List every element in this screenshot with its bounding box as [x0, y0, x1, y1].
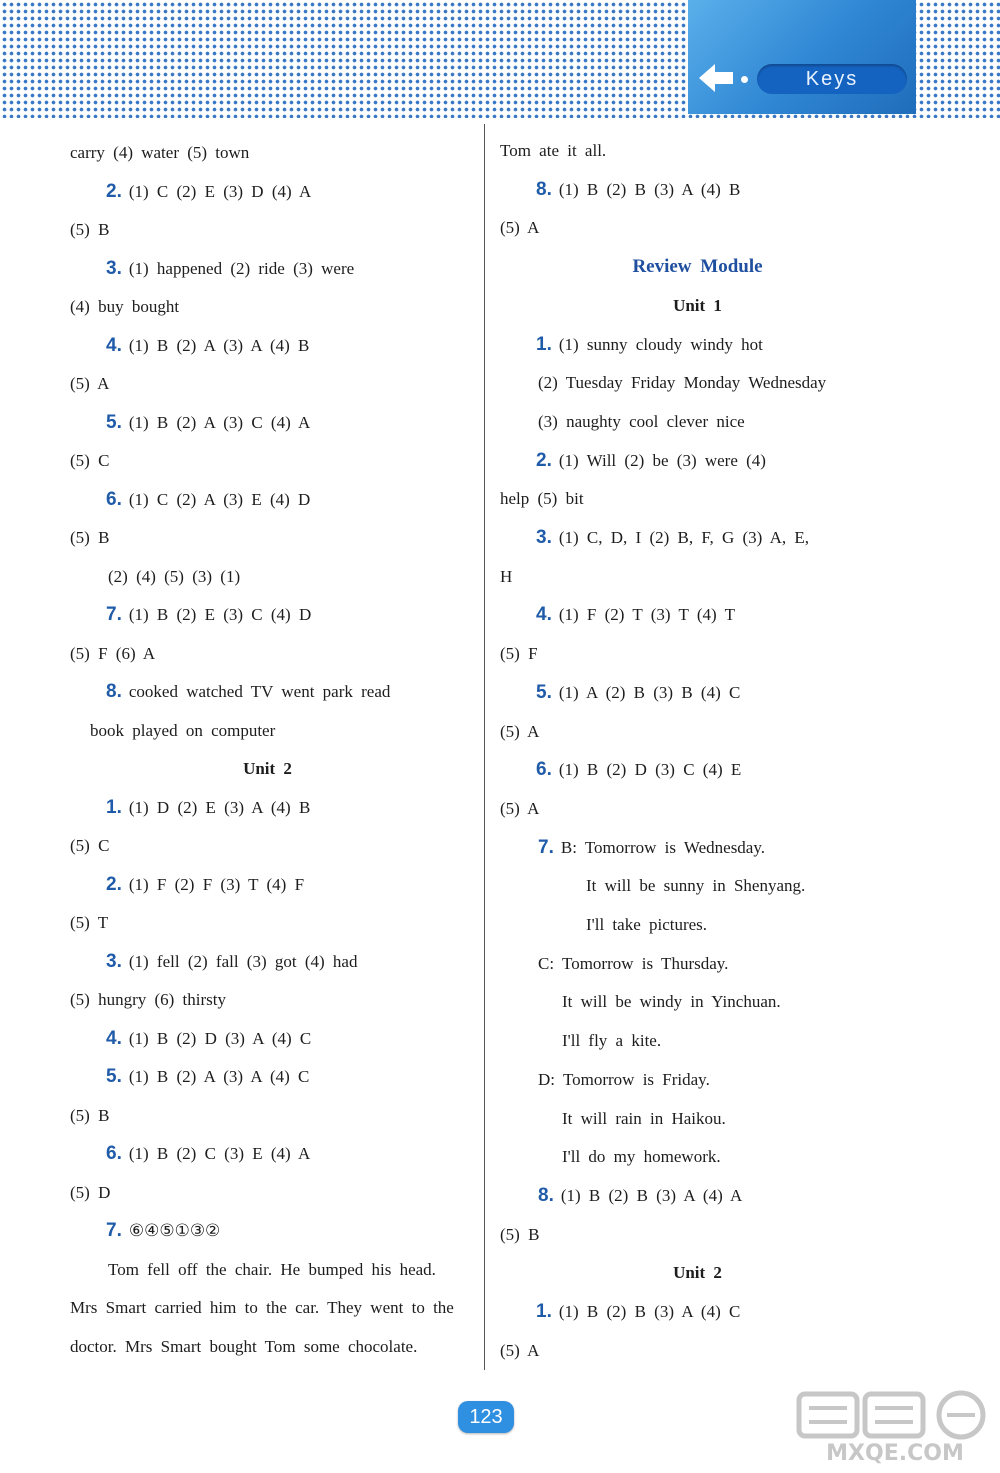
- answer-line: [538, 835, 765, 861]
- answer-text: (1) happened (2) ride (3) were: [128, 259, 355, 278]
- answer-line: [106, 1218, 220, 1244]
- answer-text: doctor. Mrs Smart bought Tom some chocolate.: [70, 1337, 418, 1356]
- answer-line: [500, 564, 512, 590]
- question-number: 2.: [106, 874, 122, 895]
- answer-line: [106, 679, 390, 705]
- answer-text: Tom ate it all.: [500, 141, 607, 160]
- question-number: 8.: [538, 1185, 554, 1206]
- question-number: 6.: [106, 489, 122, 510]
- answer-line: [70, 987, 226, 1013]
- answer-line: [536, 332, 763, 358]
- answer-line: [90, 718, 275, 744]
- page-number: 123: [469, 1406, 503, 1428]
- unit-heading: [70, 756, 465, 782]
- answer-line: [536, 757, 741, 783]
- question-number: 7.: [106, 1220, 122, 1241]
- answer-text: (1) B (2) B (3) A (4) B: [558, 180, 741, 199]
- answer-line: [106, 1026, 311, 1052]
- arrow-left-icon: [697, 60, 737, 96]
- answer-line: [70, 217, 109, 243]
- watermark-site: MXQE.COM: [826, 1441, 964, 1466]
- answer-text: It will rain in Haikou.: [562, 1109, 726, 1128]
- answer-text: book played on computer: [90, 721, 276, 740]
- answer-line: [500, 641, 538, 667]
- question-number: 1.: [536, 1301, 552, 1322]
- answer-text: (5) C: [70, 836, 110, 855]
- answer-text: Unit 2: [243, 759, 292, 778]
- answer-line: [586, 912, 707, 938]
- answer-text: (5) A: [500, 1341, 540, 1360]
- answer-text: (5) D: [70, 1183, 111, 1202]
- answer-line: [70, 448, 109, 474]
- answer-text: (1) B (2) B (3) A (4) A: [560, 1186, 743, 1205]
- answer-line: [70, 1103, 109, 1129]
- question-number: 1.: [106, 797, 122, 818]
- answer-line: [106, 1141, 310, 1167]
- answer-text: B: Tomorrow is Wednesday.: [560, 838, 765, 857]
- column-divider: [484, 124, 485, 1370]
- answer-text: D: Tomorrow is Friday.: [538, 1070, 710, 1089]
- question-number: 3.: [536, 527, 552, 548]
- unit-heading: [500, 293, 895, 319]
- answer-text: (1) B (2) E (3) C (4) D: [128, 605, 312, 624]
- answer-text: (1) A (2) B (3) B (4) C: [558, 683, 741, 702]
- question-number: 5.: [106, 412, 122, 433]
- answer-text: (3) naughty cool clever nice: [538, 412, 745, 431]
- question-number: 6.: [536, 759, 552, 780]
- section-title: [500, 254, 895, 280]
- answer-text: (1) B (2) A (3) A (4) B: [128, 336, 310, 355]
- answer-text: H: [500, 567, 513, 586]
- answer-text: Mrs Smart carried him to the car. They went to the: [70, 1298, 454, 1317]
- answer-line: [586, 873, 805, 899]
- answer-line: [562, 989, 781, 1015]
- answer-line: [70, 910, 108, 936]
- answer-text: (5) C: [70, 451, 110, 470]
- answer-text: (2) Tuesday Friday Monday Wednesday: [538, 373, 827, 392]
- answer-text: I'll do my homework.: [562, 1147, 721, 1166]
- answer-line: [538, 951, 728, 977]
- question-number: 5.: [106, 1066, 122, 1087]
- answer-text: Unit 2: [673, 1263, 722, 1282]
- answer-line: [536, 1299, 740, 1325]
- answer-line: [536, 680, 740, 706]
- question-number: 7.: [106, 604, 122, 625]
- answer-text: (5) B: [70, 220, 110, 239]
- answer-line: [500, 138, 606, 164]
- answer-line: [500, 486, 584, 512]
- answer-text: (1) B (2) C (3) E (4) A: [128, 1144, 311, 1163]
- answer-line: [106, 1064, 309, 1090]
- answer-line: [70, 833, 109, 859]
- question-number: 3.: [106, 258, 122, 279]
- question-number: 1.: [536, 334, 552, 355]
- question-number: 4.: [536, 604, 552, 625]
- keys-header-panel: [688, 0, 916, 114]
- answer-text: (1) Will (2) be (3) were (4): [558, 451, 766, 470]
- answer-text: (1) B (2) A (3) A (4) C: [128, 1067, 310, 1086]
- answer-text: (5) A: [70, 374, 110, 393]
- answer-line: [70, 641, 155, 667]
- watermark-logo-icon: [795, 1388, 995, 1440]
- answer-text: Tom fell off the chair. He bumped his head.: [108, 1260, 436, 1279]
- answer-text: It will be windy in Yinchuan.: [562, 992, 781, 1011]
- answer-text: (1) C (2) E (3) D (4) A: [128, 182, 312, 201]
- answer-line: [70, 525, 109, 551]
- answer-line: [70, 1180, 110, 1206]
- answer-text: (1) D (2) E (3) A (4) B: [128, 798, 311, 817]
- answer-line: [106, 795, 310, 821]
- answer-text: (5) hungry (6) thirsty: [70, 990, 227, 1009]
- answer-text: (5) A: [500, 722, 540, 741]
- answer-text: ⑥④⑤①③②: [128, 1221, 221, 1240]
- answer-text: (1) C (2) A (3) E (4) D: [128, 490, 311, 509]
- answer-line: [500, 1338, 539, 1364]
- keys-label: Keys: [805, 68, 859, 90]
- question-number: 8.: [536, 179, 552, 200]
- answer-line: [108, 564, 240, 590]
- answer-text: It will be sunny in Shenyang.: [586, 876, 806, 895]
- answer-line: [538, 1183, 742, 1209]
- answer-text: Review Module: [632, 256, 763, 277]
- answer-text: (5) T: [70, 913, 109, 932]
- question-number: 8.: [106, 681, 122, 702]
- answer-line: [500, 719, 539, 745]
- answer-text: I'll take pictures.: [586, 915, 708, 934]
- answer-line: [106, 872, 304, 898]
- answer-line: [536, 448, 766, 474]
- answer-text: (5) F (6) A: [70, 644, 156, 663]
- answer-text: (1) B (2) D (3) A (4) C: [128, 1029, 312, 1048]
- answer-line: [500, 796, 539, 822]
- question-number: 2.: [106, 181, 122, 202]
- answer-line: [108, 1257, 436, 1283]
- answer-line: [106, 256, 354, 282]
- watermark: [795, 1388, 995, 1470]
- answer-text: (5) A: [500, 218, 540, 237]
- answer-line: [70, 1334, 417, 1360]
- question-number: 6.: [106, 1143, 122, 1164]
- answer-text: (5) B: [500, 1225, 540, 1244]
- answer-text: (1) fell (2) fall (3) got (4) had: [128, 952, 358, 971]
- answer-line: [70, 1295, 454, 1321]
- answer-line: [106, 333, 309, 359]
- answer-line: [500, 1222, 539, 1248]
- answer-line: [70, 140, 249, 166]
- unit-heading: [500, 1260, 895, 1286]
- answer-text: (5) A: [500, 799, 540, 818]
- answer-text: (1) F (2) T (3) T (4) T: [558, 605, 735, 624]
- answer-text: (1) B (2) B (3) A (4) C: [558, 1302, 741, 1321]
- answer-line: [536, 525, 809, 551]
- answer-text: (1) F (2) F (3) T (4) F: [128, 875, 305, 894]
- answer-text: (4) buy bought: [70, 297, 180, 316]
- answer-text: Unit 1: [673, 296, 722, 315]
- answer-text: (5) B: [70, 1106, 110, 1125]
- question-number: 4.: [106, 335, 122, 356]
- question-number: 2.: [536, 450, 552, 471]
- answer-line: [500, 215, 539, 241]
- answer-line: [562, 1106, 726, 1132]
- answer-text: (1) sunny cloudy windy hot: [558, 335, 763, 354]
- answer-line: [106, 949, 357, 975]
- answer-line: [538, 409, 745, 435]
- answer-text: (5) F: [500, 644, 538, 663]
- answer-line: [70, 294, 179, 320]
- answer-text: (1) B (2) D (3) C (4) E: [558, 760, 742, 779]
- answer-line: [106, 487, 310, 513]
- answer-line: [106, 602, 311, 628]
- question-number: 5.: [536, 682, 552, 703]
- question-number: 7.: [538, 837, 554, 858]
- answer-text: (1) B (2) A (3) C (4) A: [128, 413, 311, 432]
- answer-line: [536, 602, 735, 628]
- answer-line: [70, 371, 109, 397]
- answer-text: carry (4) water (5) town: [70, 143, 250, 162]
- answer-line: [106, 410, 310, 436]
- answer-line: [538, 370, 826, 396]
- answer-line: [562, 1028, 661, 1054]
- answer-line: [536, 177, 740, 203]
- answer-text: cooked watched TV went park read: [128, 682, 391, 701]
- answer-line: [106, 179, 311, 205]
- answer-text: I'll fly a kite.: [562, 1031, 662, 1050]
- answer-text: (1) C, D, I (2) B, F, G (3) A, E,: [558, 528, 810, 547]
- question-number: 4.: [106, 1028, 122, 1049]
- answer-text: help (5) bit: [500, 489, 584, 508]
- header-dot: [741, 76, 748, 83]
- answer-line: [562, 1144, 721, 1170]
- answer-text: (2) (4) (5) (3) (1): [108, 567, 241, 586]
- question-number: 3.: [106, 951, 122, 972]
- answer-text: C: Tomorrow is Thursday.: [538, 954, 729, 973]
- answer-line: [538, 1067, 710, 1093]
- answer-text: (5) B: [70, 528, 110, 547]
